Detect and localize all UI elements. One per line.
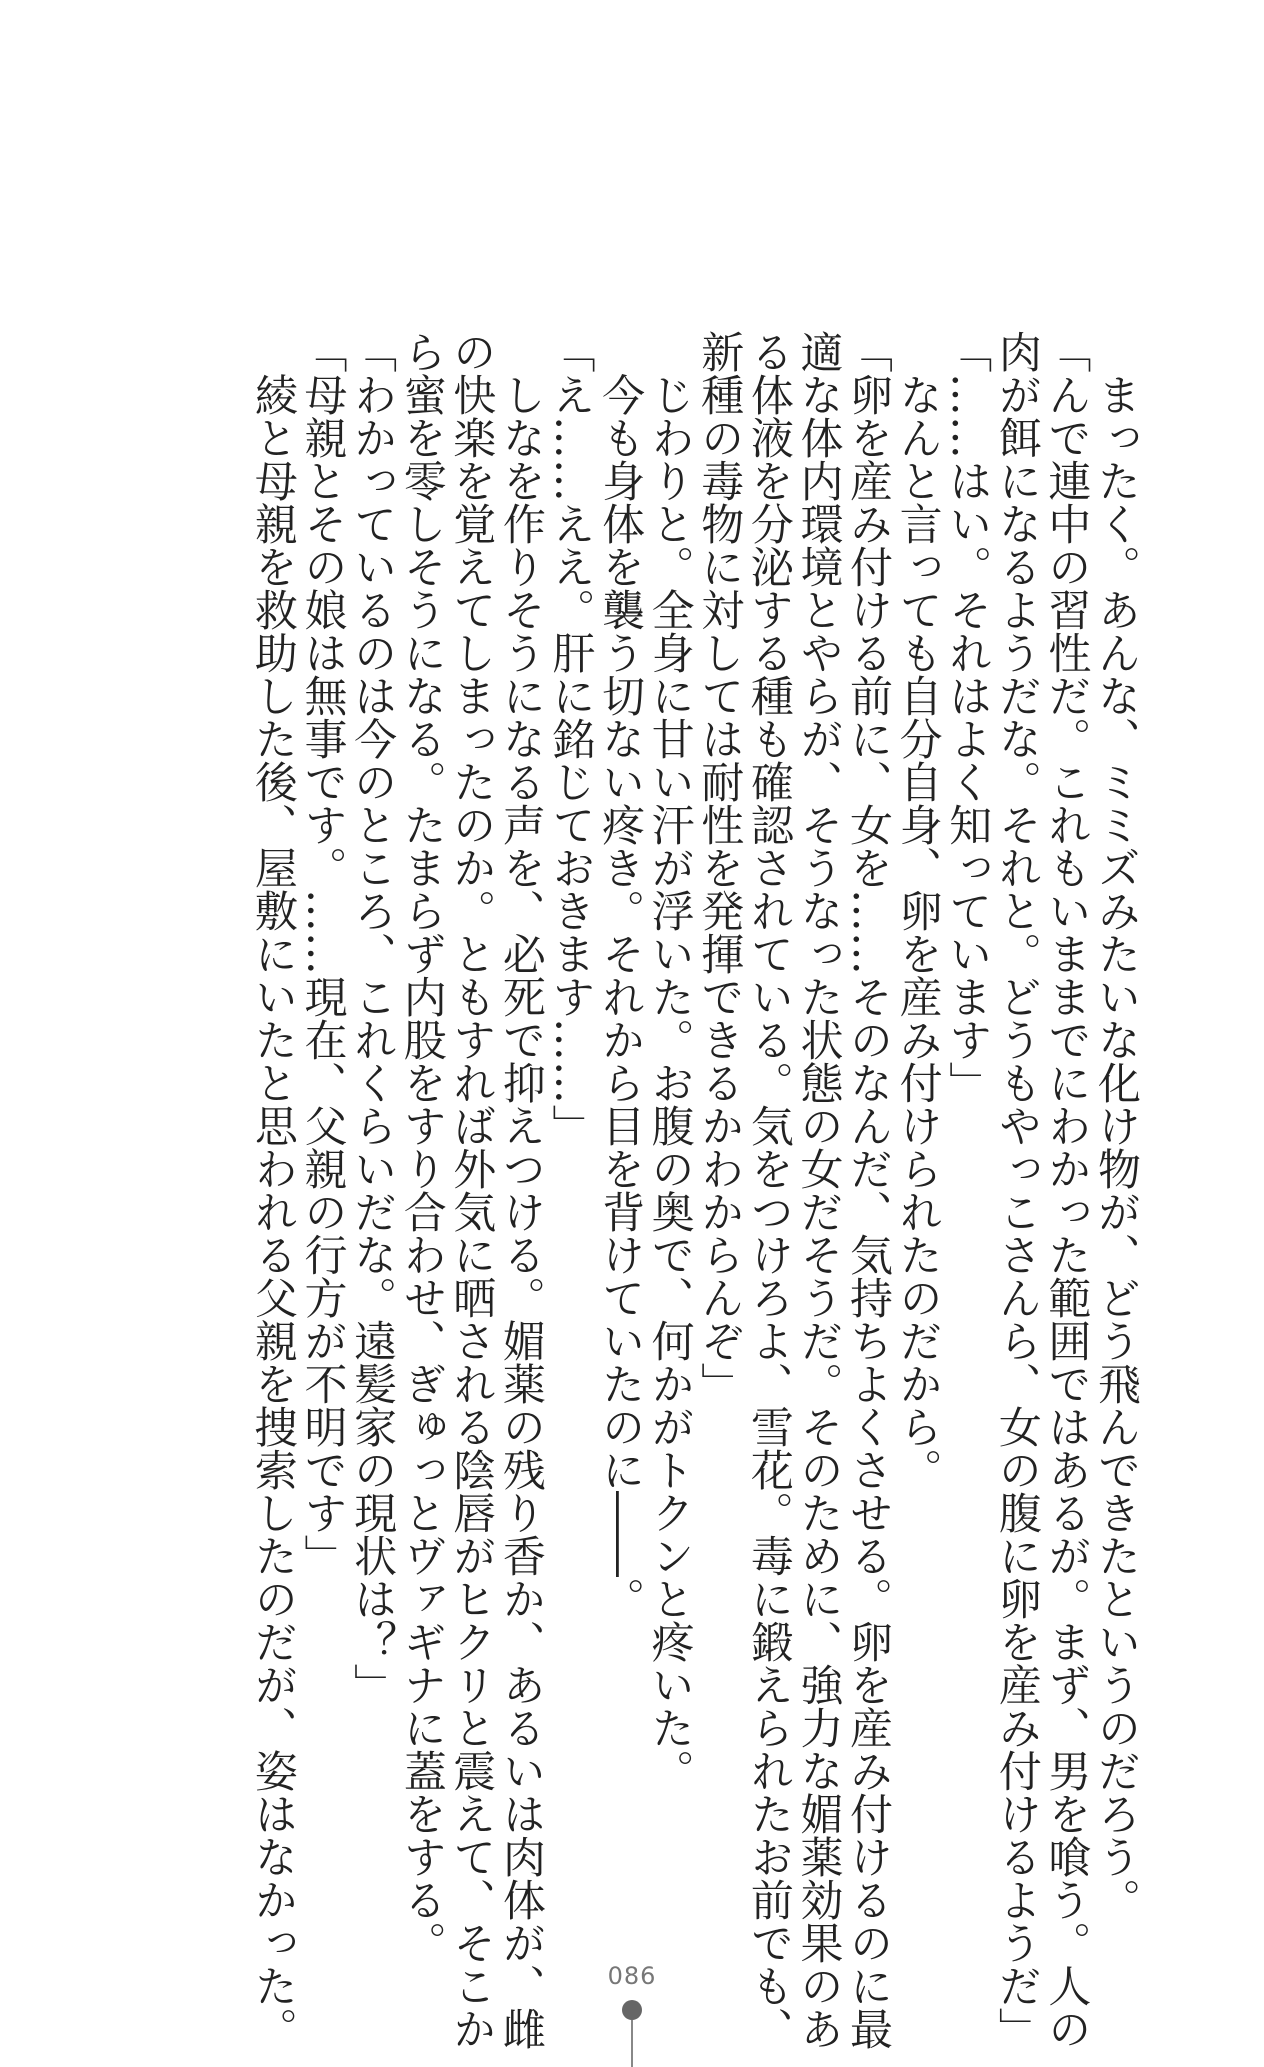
text-line: 「え……ええ。肝に銘じておきます……」 — [545, 330, 596, 1147]
page-marker-dot-icon — [622, 2000, 642, 2020]
text-line: る体液を分泌する種も確認されている。気をつけろよ、雪花。毒に鍛えられたお前でも、 — [743, 330, 794, 2050]
text-line: まったく。あんな、ミミズみたいな化け物が、どう飛んできたというのだろう。 — [1091, 330, 1141, 1921]
text-line: 綾と母親を救助した後、屋敷にいたと思われる父親を捜索したのだが、姿はなかった。 — [247, 330, 298, 2050]
text-line: の快楽を覚えてしまったのか。ともすれば外気に晒される陰唇がヒクリと震えて、そこか — [446, 330, 497, 2050]
text-line: 肉が餌になるようだな。それと。どうもやっこさんら、女の腹に卵を産み付けるようだ」 — [991, 330, 1042, 2050]
text-line: 「んで連中の習性だ。これもいままでにわかった範囲ではあるが。まず、男を喰う。人の — [1041, 330, 1092, 2050]
text-line: 「……はい。それはよく知っています」 — [942, 330, 993, 1104]
text-line: しなを作りそうになる声を、必死で抑えつける。媚薬の残り香か、あるいは肉体が、雌 — [495, 330, 546, 2050]
text-line: なんと言っても自分自身、卵を産み付けられたのだから。 — [892, 330, 943, 1491]
page-number: 086 — [607, 1962, 657, 1990]
text-line: 適な体内環境とやらが、そうなった状態の女だそうだ。そのために、強力な媚薬効果のあ — [793, 330, 844, 2050]
text-line: ら蜜を零しそうになる。たまらず内股をすり合わせ、ぎゅっとヴァギナに蓋をする。 — [396, 330, 447, 1964]
text-line: 今も身体を襲う切ない疼き。それから目を背けていたのに――。 — [595, 330, 646, 1620]
text-line: 「卵を産み付ける前に、女を……そのなんだ、気持ちよくさせる。卵を産み付けるのに最 — [843, 330, 894, 2050]
page-footer — [0, 1950, 1264, 2067]
text-line: 「わかっているのは今のところ、これくらいだな。遠髪家の現状は？」 — [347, 330, 398, 1706]
text-line: 「母親とその娘は無事です。……現在、父親の行方が不明です」 — [297, 330, 348, 1577]
page-marker-rule — [631, 2020, 633, 2067]
text-line: じわりと。全身に甘い汗が浮いた。お腹の奥で、何かがトクンと疼いた。 — [644, 330, 695, 1792]
text-line: 新種の毒物に対しては耐性を発揮できるかわからんぞ」 — [694, 330, 745, 1405]
